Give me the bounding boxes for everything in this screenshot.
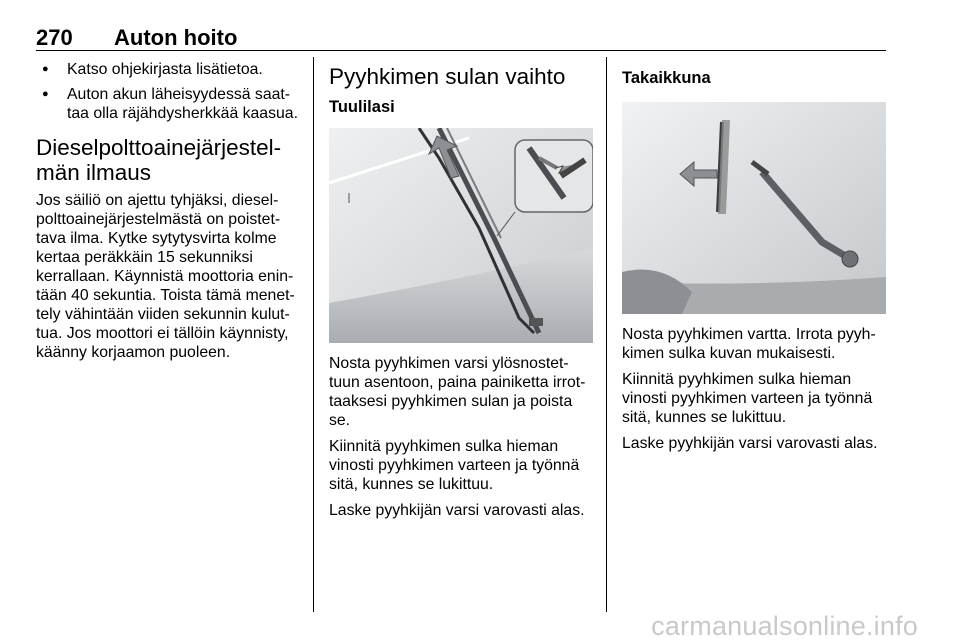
running-title: Auton hoito bbox=[114, 25, 238, 50]
bullet-item: ● Katso ohjekirjasta lisätietoa. bbox=[36, 60, 301, 79]
bullet-list bbox=[36, 60, 301, 123]
windshield-wiper-illustration bbox=[329, 128, 593, 343]
section-title-diesel: Dieselpolttoainejärjestelmän ilmaus bbox=[36, 135, 282, 185]
right-column bbox=[622, 60, 886, 460]
page-header bbox=[36, 18, 886, 51]
subtitle-rear-window: Takaikkuna bbox=[622, 69, 711, 87]
subtitle-windshield: Tuulilasi bbox=[329, 98, 395, 116]
windshield-step-3: Laske pyyhkijän varsi varovasti alas. bbox=[329, 502, 585, 519]
windshield-step-1: Nosta pyyhkimen varsi ylösnostettuun asentoon, paina painiketta irrottaaksesi pyyhkimen sulan ja poista se. bbox=[329, 355, 586, 429]
bullet-item: ● Auton akun läheisyydessä saattaa olla räjähdysherkkää kaasua. bbox=[36, 85, 301, 123]
middle-column bbox=[329, 60, 593, 527]
rear-step-3: Laske pyyhkijän varsi varovasti alas. bbox=[622, 435, 878, 452]
column-divider bbox=[313, 57, 314, 612]
rear-wiper-illustration bbox=[622, 102, 886, 314]
left-column bbox=[36, 60, 301, 369]
rear-step-2: Kiinnitä pyyhkimen sulka hieman vinosti pyyhkimen varteen ja työnnä sitä, kunnes se lukittuu. bbox=[622, 371, 873, 426]
rear-step-1: Nosta pyyhkimen vartta. Irrota pyyhkimen sulka kuvan mukaisesti. bbox=[622, 326, 876, 362]
windshield-step-2: Kiinnitä pyyhkimen sulka hieman vinosti pyyhkimen varteen ja työnnä sitä, kunnes se lukittuu. bbox=[329, 438, 580, 493]
diesel-paragraph: Jos säiliö on ajettu tyhjäksi, dieselpolttoainejärjestelmästä on poistettava ilma. Kytke sytytysvirta kolme kertaa peräkkäin 15 sekunniksi kerrallaan. Käynnistä moottoria enintään 40 sekuntia. Toista tämä menettely vähintään viiden sekunnin kuluttua. Jos moottori ei tällöin käynnisty, käänny korjaamon puoleen. bbox=[36, 192, 295, 361]
watermark-credit: carmanualsonline.info bbox=[651, 611, 918, 641]
page-number: 270 bbox=[36, 25, 73, 50]
section-title-wiper: Pyyhkimen sulan vaihto bbox=[329, 64, 566, 89]
column-divider bbox=[606, 57, 607, 612]
